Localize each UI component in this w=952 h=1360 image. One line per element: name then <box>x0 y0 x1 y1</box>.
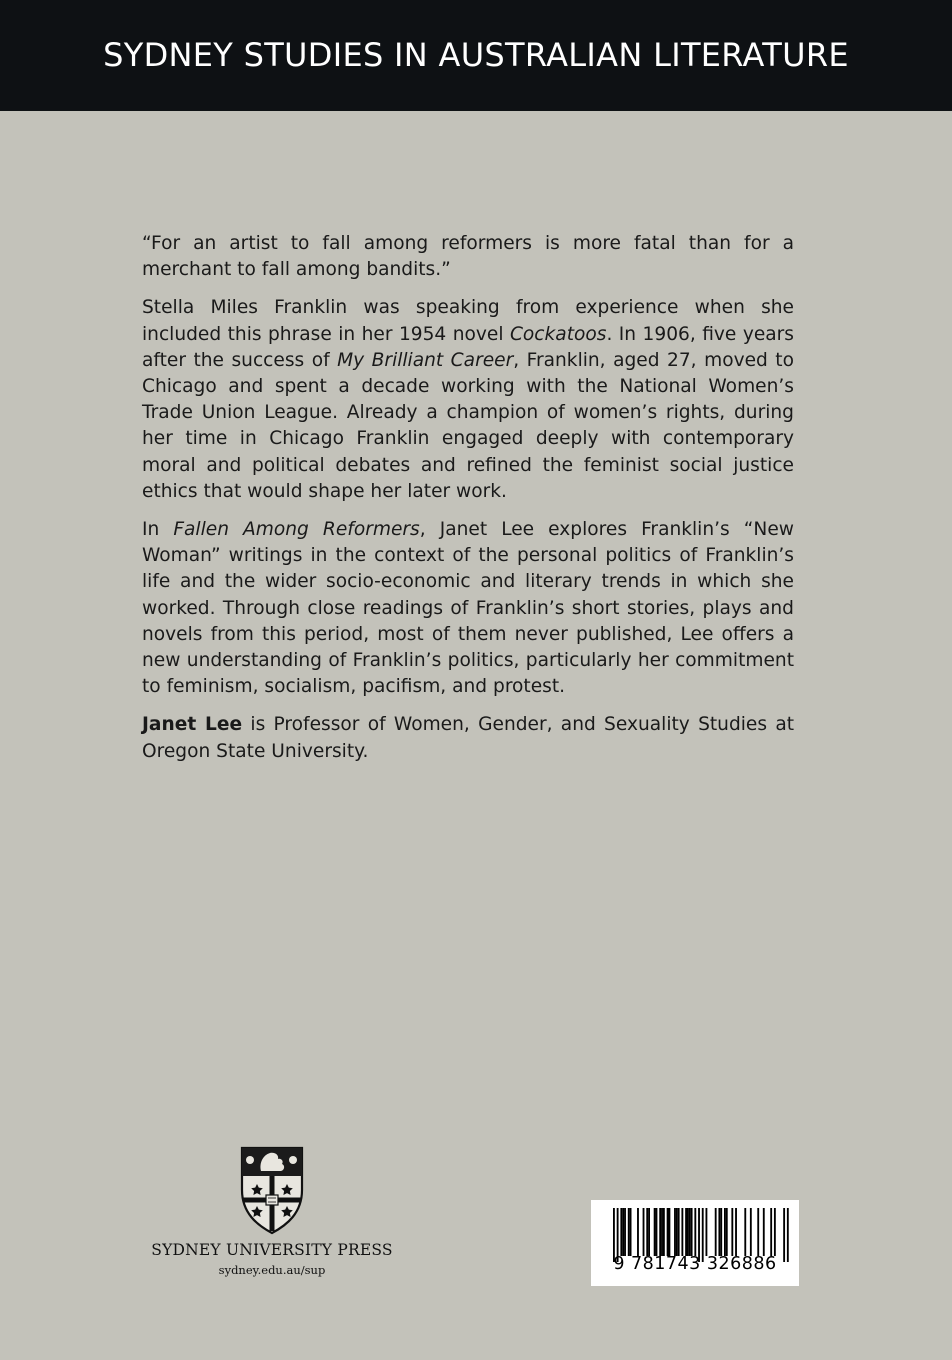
barcode-bar <box>718 1208 720 1256</box>
barcode-bar <box>774 1208 776 1256</box>
barcode-bar <box>654 1208 656 1256</box>
author-bio: Janet Lee is Professor of Women, Gender, and Sexuality Studies at Oregon State University. <box>142 714 795 762</box>
barcode-bar <box>735 1208 737 1256</box>
book-title-fallen-among-reformers: Fallen Among Reformers <box>173 519 420 541</box>
barcode-bar <box>691 1208 693 1256</box>
barcode-bar <box>681 1208 683 1256</box>
barcode-bar <box>694 1208 696 1256</box>
isbn-number: 9 781743 326886 <box>613 1254 777 1274</box>
barcode-bar <box>628 1208 630 1256</box>
blurb-paragraph-2: Stella Miles Franklin was speaking from experience when she included this phrase in her 1954 novel Cockatoos. In 1906, five years after the success of My Brilliant Career, Franklin, aged 27, moved to Chicago and spent a decade working with the National Women’s Trade Union League. Already a champion of women’s rights, during her time in Chicago Franklin engaged deeply with contemporary moral and political debates and refined the feminist social justice ethics that would shape her later work. <box>142 297 794 502</box>
barcode-bar <box>637 1208 639 1256</box>
book-title-cockatoos: Cockatoos <box>509 323 607 345</box>
publisher-block <box>140 1145 404 1277</box>
isbn-barcode <box>591 1200 799 1286</box>
barcode-bar <box>689 1208 691 1256</box>
barcode-bar <box>678 1208 680 1256</box>
blurb-paragraph-3: In Fallen Among Reformers, Janet Lee explores Franklin’s “New Woman” writings in the context of the personal politics of Franklin’s life and the wider socio-economic and literary trends in which she worked. Through close readings of Franklin’s short stories, plays and novels from this period, most of them never published, Lee offers a new understanding of Franklin’s politics, particularly her commitment to feminism, socialism, pacifism, and protest. <box>142 519 794 698</box>
barcode-bar <box>674 1208 676 1256</box>
barcode-bar <box>656 1208 658 1256</box>
barcode-bar <box>622 1208 624 1256</box>
barcode-bar <box>706 1208 708 1256</box>
barcode-bar <box>687 1208 689 1256</box>
barcode-bar <box>750 1208 752 1256</box>
barcode-bar <box>685 1208 687 1256</box>
barcode-bar <box>643 1208 645 1256</box>
barcode-bar <box>676 1208 678 1256</box>
barcode-bar <box>669 1208 671 1256</box>
barcode-bar <box>663 1208 665 1256</box>
barcode-bar <box>667 1208 669 1256</box>
barcode-bar <box>731 1208 733 1256</box>
barcode-bar <box>620 1208 622 1256</box>
barcode-bar <box>744 1208 746 1256</box>
barcode-bar <box>659 1208 661 1256</box>
back-cover-blurb <box>142 231 794 777</box>
barcode-bar <box>763 1208 765 1256</box>
barcode-bar <box>646 1208 648 1256</box>
publisher-name: SYDNEY UNIVERSITY PRESS <box>151 1241 393 1259</box>
publisher-url: sydney.edu.au/sup <box>218 1263 326 1277</box>
barcode-bar <box>648 1208 650 1256</box>
barcode-bar <box>720 1208 722 1256</box>
book-title-my-brilliant-career: My Brilliant Career <box>337 349 514 371</box>
barcode-bar <box>726 1208 728 1256</box>
series-title: SYDNEY STUDIES IN AUSTRALIAN LITERATURE <box>103 35 849 74</box>
opening-quote: “For an artist to fall among reformers is more fatal than for a merchant to fall among bandits.” <box>142 233 794 281</box>
barcode-bar <box>624 1208 626 1256</box>
barcode-bar <box>715 1208 717 1256</box>
barcode-bar <box>757 1208 759 1256</box>
author-name: Janet Lee <box>142 714 243 736</box>
barcode-bar <box>724 1208 726 1256</box>
series-header <box>0 0 952 111</box>
barcode-bar <box>770 1208 772 1256</box>
university-crest-icon <box>237 1145 307 1235</box>
barcode-bar <box>661 1208 663 1256</box>
barcode-bar <box>630 1208 632 1256</box>
